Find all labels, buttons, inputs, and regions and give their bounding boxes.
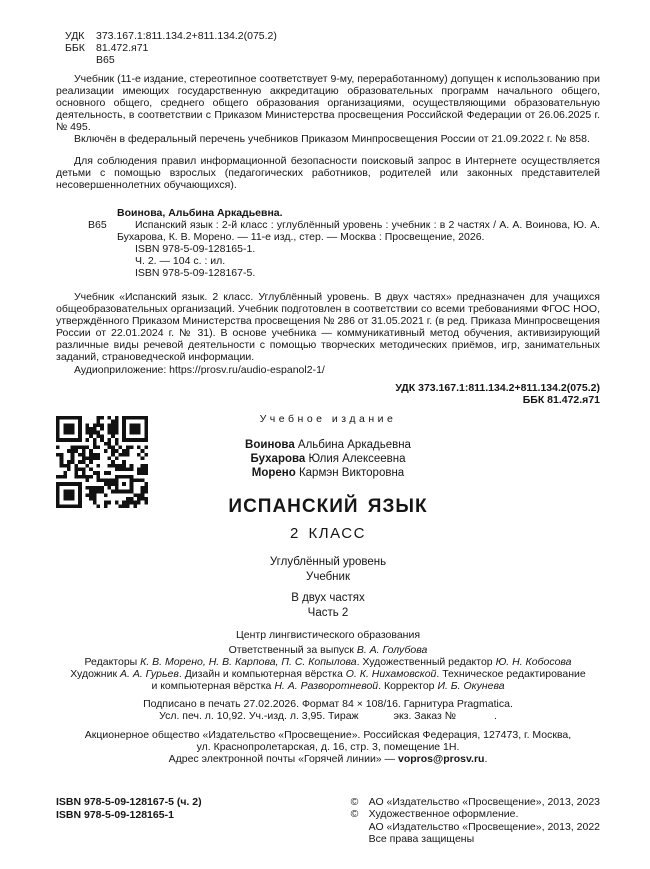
credits-line: Ответственный за выпуск В. А. Голубова: [228, 644, 428, 656]
book-title: ИСПАНСКИЙ ЯЗЫК: [228, 495, 428, 517]
classification-codes-block: [65, 30, 600, 66]
udk-line: [65, 30, 600, 42]
parts-line: В двух частях: [291, 591, 365, 604]
footer-isbn-part: ISBN 978-5-09-128167-5 (ч. 2): [56, 795, 202, 808]
copyright-line: Художественное оформление.: [368, 808, 519, 821]
title-section: [56, 414, 600, 620]
copyright-block: [351, 796, 600, 846]
biblio-description: Испанский язык : 2-й класс : углублённый уровень : учебник : в 2 частях / А. А. Воинова, Ю. А. Бухарова, К. В. Морено. — 11-е изд., стер. — Москва : Просвещение, 2026.: [117, 218, 600, 243]
author-sign: В65: [96, 54, 115, 67]
publisher-line: Акционерное общество «Издательство «Просвещение». Российская Федерация, 127473, г. Москва,: [84, 729, 572, 741]
edition-type: Учебное издание: [259, 412, 397, 425]
footer-isbn-common: ISBN 978-5-09-128165-1: [56, 808, 174, 821]
print-info-block: [56, 698, 600, 722]
copyright-line: АО «Издательство «Просвещение», 2013, 2022: [368, 820, 600, 833]
copyright-icon: ©: [350, 795, 359, 808]
level-line: Углублённый уровень: [269, 555, 387, 568]
copyright-icon: ©: [350, 808, 359, 821]
kind-line: Учебник: [306, 570, 350, 583]
audio-app-link-line: Аудиоприложение: https://prosv.ru/audio-espanol2-1/: [74, 363, 325, 376]
udk-bbk-right-block: [56, 382, 600, 406]
credits-line: и компьютерная вёрстка Н. А. Разворотневой. Корректор И. Б. Окунева: [151, 680, 505, 692]
author-sign-line: [65, 54, 600, 66]
isbn-common: ISBN 978-5-09-128165-1.: [135, 242, 256, 255]
udk-value: 373.167.1:811.134.2+811.134.2(075.2): [96, 30, 277, 42]
bbk-right: ББК 81.472.я71: [522, 393, 600, 406]
grade-line: 2 КЛАСС: [290, 525, 366, 543]
credits-line: Художник А. А. Гурьев. Дизайн и компьютерная вёрстка О. К. Нихамовской. Техническое редактирование: [70, 668, 586, 680]
qr-code-icon: [56, 416, 148, 508]
copyright-line: Все права защищены: [368, 833, 475, 846]
biblio-author: Воинова, Альбина Аркадьевна.: [117, 206, 283, 219]
copyright-line: АО «Издательство «Просвещение», 2013, 2023: [368, 795, 600, 808]
part-pages: Ч. 2. — 104 с. : ил.: [135, 254, 226, 267]
bbk-value: 81.472.я71: [96, 42, 149, 55]
copyright-entry: [351, 808, 600, 846]
print-volume-line: Усл. печ. л. 10,92. Уч.-изд. л. 3,95. Тираж экз. Заказ № .: [159, 710, 497, 722]
info-security-paragraph: Для соблюдения правил информационной безопасности поисковый запрос в Интернете осуществляется детьми с помощью взрослых (педагогических работников, родителей или законных представителей несовершеннолетних обучающихся).: [56, 155, 600, 191]
admission-paragraph: Учебник (11-е издание, стереотипное соответствует 9-му, переработанному) допущен к использованию при реализации имеющих государственную аккредитацию образовательных программ начального общего, основного общего, среднего общего образования организациями, осуществляющими образовательную деятельность, в соответствии с Приказом Министерства просвещения Российской Федерации от 26.06.2025 г. № 495.: [56, 73, 600, 134]
udk-label: УДК: [65, 30, 85, 42]
part-number-line: Часть 2: [307, 606, 349, 619]
bbk-line: [65, 42, 600, 54]
print-date-format-line: Подписано в печать 27.02.2026. Формат 84 × 108/16. Гарнитура Pragmatica.: [143, 698, 513, 710]
author-line: Бухарова Юлия Алексеевна: [250, 452, 406, 465]
bibliographic-entry: [56, 208, 600, 280]
bbk-label: ББК: [65, 42, 85, 55]
isbn-part: ISBN 978-5-09-128167-5.: [135, 266, 256, 279]
federal-list-paragraph: Включён в федеральный перечень учебников Приказом Минпросвещения России от 21.09.2022 г. № 858.: [74, 133, 590, 146]
credits-line: Редакторы К. В. Морено, Н. В. Карпова, П. С. Копылова. Художественный редактор Ю. Н. Кобосова: [84, 656, 572, 668]
footer-isbns: [56, 796, 202, 822]
credits-block: [56, 629, 600, 692]
udk-right: УДК 373.167.1:811.134.2+811.134.2(075.2): [395, 381, 600, 394]
author-line: Воинова Альбина Аркадьевна: [245, 438, 411, 451]
annotation-paragraph: Учебник «Испанский язык. 2 класс. Углублённый уровень. В двух частях» предназначен для учащихся общеобразовательных организаций. Учебник подготовлен в соответствии со всеми требованиями ФГОС НОО, утверждённого Приказом Министерства просвещения № 286 от 31.05.2021 г. (в ред. Приказа Минпросвещения России от 22.01.2024 г. № 31). В основе учебника — коммуникативный метод обучения, активизирующий различные виды речевой деятельности с помощью творческих методических приёмов, игр, занимательных заданий, страноведческой информации.: [56, 290, 600, 363]
biblio-author-sign: В65: [88, 218, 107, 231]
hotline-email-line: Адрес электронной почты «Горячей линии» — vopros@prosv.ru.: [168, 753, 488, 765]
publisher-address-block: [56, 729, 600, 753]
author-line: Морено Кармэн Викторовна: [251, 466, 405, 479]
publishing-center: Центр лингвистического образования: [235, 629, 421, 641]
footer-block: [56, 796, 600, 846]
copyright-entry: [351, 796, 600, 809]
publisher-line: ул. Краснопролетарская, д. 16, стр. 3, помещение 1Н.: [196, 741, 460, 753]
